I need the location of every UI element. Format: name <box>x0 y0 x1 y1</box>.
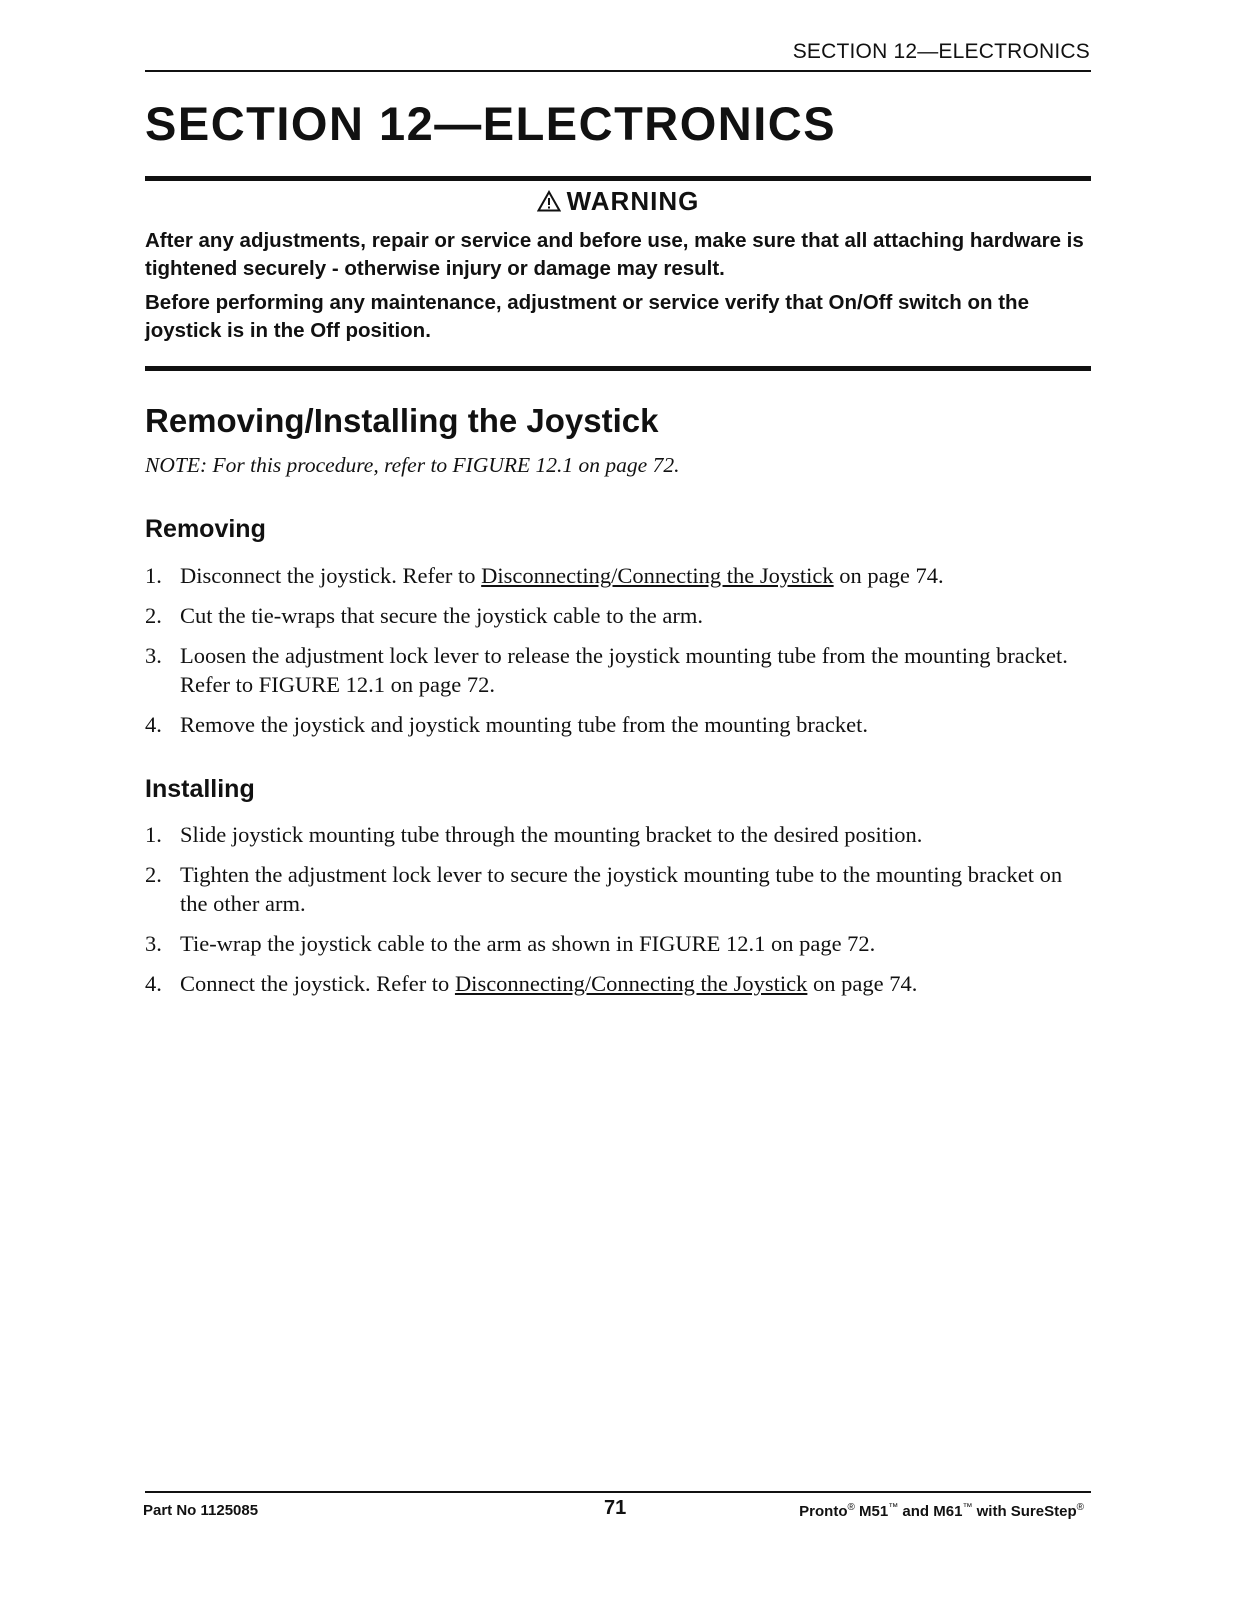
step-text: on page 74. <box>807 971 918 996</box>
product-m51: M51 <box>859 1503 889 1520</box>
product-and: and <box>902 1503 930 1520</box>
step-number: 4. <box>145 971 162 996</box>
warning-box <box>145 186 1091 351</box>
footer-rule <box>145 1491 1091 1493</box>
list-item <box>145 710 1091 739</box>
footer-part-number: Part No 1125085 <box>143 1502 259 1519</box>
removing-steps <box>145 561 1091 750</box>
footer-product-name <box>799 1502 1084 1520</box>
step-number: 2. <box>145 603 162 628</box>
warning-bottom-rule <box>145 366 1091 371</box>
trademark-mark: ™ <box>962 1502 973 1513</box>
product-m61: M61 <box>933 1503 963 1520</box>
list-item <box>145 820 1091 849</box>
step-text: Cut the tie-wraps that secure the joystick cable to the arm. <box>180 603 703 628</box>
warning-top-rule <box>145 176 1091 181</box>
installing-steps <box>145 820 1091 1009</box>
step-text: Loosen the adjustment lock lever to release the joystick mounting tube from the mounting bracket. Refer to FIGURE 12.1 on page 72. <box>180 643 1068 697</box>
section-title: SECTION 12—ELECTRONICS <box>145 97 837 150</box>
header-rule <box>145 70 1091 72</box>
trademark-mark: ™ <box>888 1502 899 1513</box>
warning-title <box>145 186 1091 217</box>
step-text: Slide joystick mounting tube through the mounting bracket to the desired position. <box>180 822 923 847</box>
installing-heading: Installing <box>145 775 255 803</box>
warning-paragraph: Before performing any maintenance, adjustment or service verify that On/Off switch on the joystick is in the Off position. <box>145 291 1029 342</box>
step-text: Connect the joystick. Refer to <box>180 971 455 996</box>
product-with: with SureStep <box>976 1503 1077 1520</box>
list-item <box>145 641 1091 699</box>
step-number: 1. <box>145 822 162 847</box>
step-number: 1. <box>145 563 162 588</box>
step-number: 2. <box>145 862 162 887</box>
procedure-heading: Removing/Installing the Joystick <box>145 402 659 439</box>
cross-reference-link[interactable]: Disconnecting/Connecting the Joystick <box>454 971 808 996</box>
list-item <box>145 969 1091 998</box>
list-item <box>145 860 1091 918</box>
step-number: 4. <box>145 712 162 737</box>
page-number: 71 <box>604 1497 627 1519</box>
step-number: 3. <box>145 931 162 956</box>
removing-heading: Removing <box>145 515 266 543</box>
step-text: Remove the joystick and joystick mounting tube from the mounting bracket. <box>180 712 868 737</box>
registered-mark: ® <box>1076 1502 1084 1513</box>
list-item <box>145 929 1091 958</box>
product-pronto: Pronto <box>799 1503 848 1520</box>
warning-label: WARNING <box>566 186 700 216</box>
cross-reference-link[interactable]: Disconnecting/Connecting the Joystick <box>481 563 834 588</box>
running-header: SECTION 12—ELECTRONICS <box>792 40 1090 63</box>
step-text: Tie-wrap the joystick cable to the arm as shown in FIGURE 12.1 on page 72. <box>180 931 876 956</box>
step-text: on page 74. <box>833 563 944 588</box>
warning-triangle-icon <box>537 186 561 217</box>
step-text: Disconnect the joystick. Refer to <box>180 563 482 588</box>
procedure-note: NOTE: For this procedure, refer to FIGURE 12.1 on page 72. <box>145 453 680 477</box>
registered-mark: ® <box>847 1502 855 1513</box>
warning-paragraph: After any adjustments, repair or service and before use, make sure that all attaching hardware is tightened securely - otherwise injury or damage may result. <box>145 229 1084 280</box>
list-item <box>145 561 1091 590</box>
list-item <box>145 601 1091 630</box>
step-text: Tighten the adjustment lock lever to secure the joystick mounting tube to the mounting bracket on the other arm. <box>180 862 1063 916</box>
step-number: 3. <box>145 643 162 668</box>
